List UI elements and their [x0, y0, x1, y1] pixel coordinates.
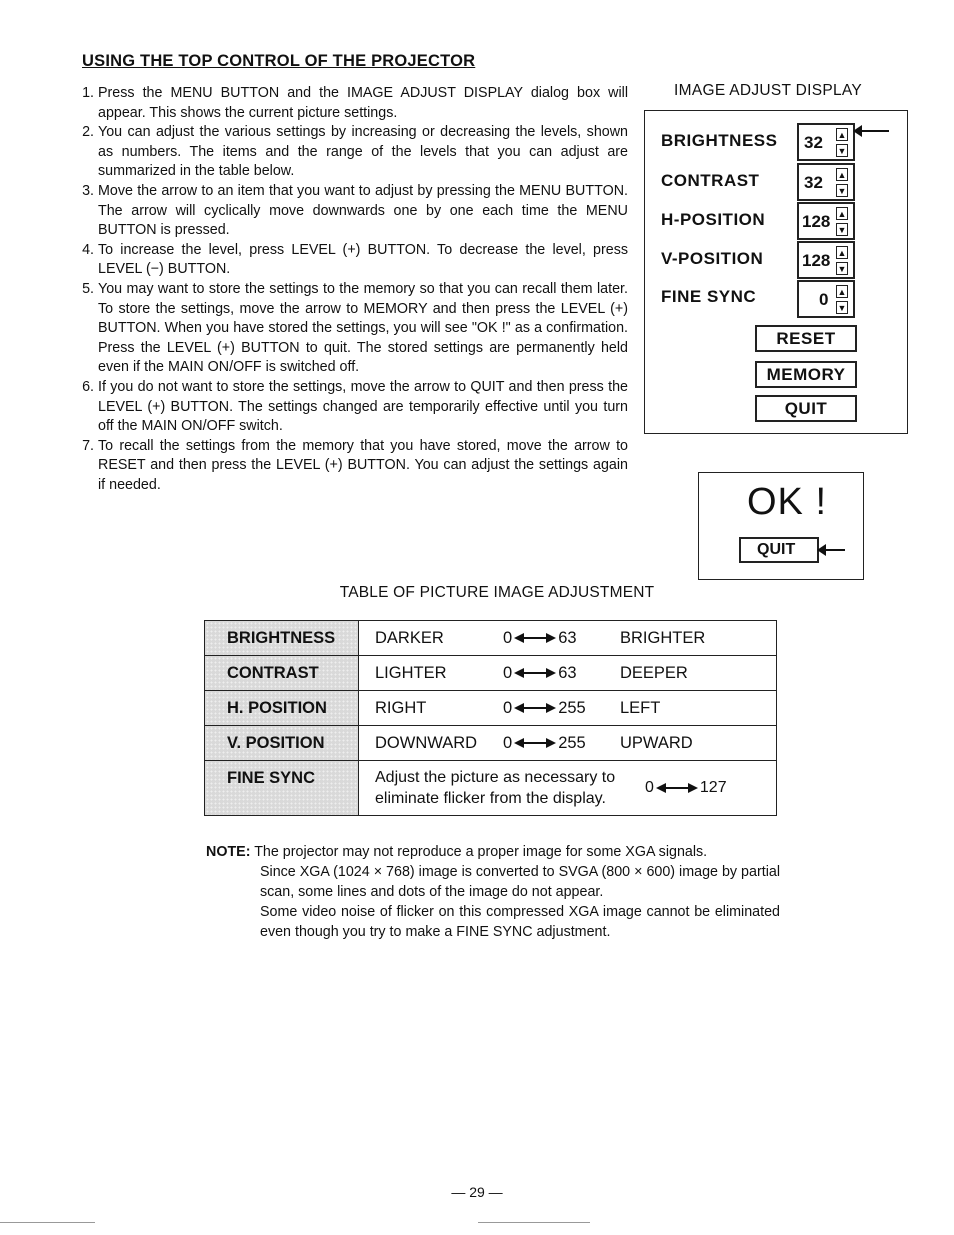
up-triangle-icon: ▲	[837, 287, 847, 297]
quit-option: QUIT	[755, 395, 857, 422]
display-item-fine-sync: FINE SYNC	[661, 287, 757, 306]
step-5: 5. You may want to store the settings to the memory so that you can recall them later. To store the settings, move the arrow to MEMORY and then press the LEVEL (+) BUTTON. When you have stored the settings, you will see "OK !" as a confirmation. Press the LEVEL (+) BUTTON to quit. The stored settings are permanently held even if the MAIN ON/OFF is switched off.	[98, 280, 628, 378]
section-title: USING THE TOP CONTROL OF THE PROJECTOR	[82, 52, 476, 70]
fine-sync-value-box	[797, 280, 855, 318]
range: 0 255	[503, 733, 586, 752]
double-arrow-icon	[516, 637, 554, 639]
low-effect: DOWNWARD	[375, 733, 478, 752]
double-arrow-icon	[516, 672, 554, 674]
note-block	[206, 842, 780, 942]
ok-message: OK !	[747, 481, 828, 523]
step-2: 2. You can adjust the various settings by increasing or decreasing the levels, shown as numbers. The items and the range of the levels that you can adjust are summarized in the table below.	[98, 123, 628, 182]
note-paragraph-1: Since XGA (1024 × 768) image is converted to SVGA (800 × 600) image by partial scan, some lines and dots of the image do not appear.	[260, 864, 780, 900]
brightness-value-box	[797, 123, 855, 161]
step-1: 1. Press the MENU BUTTON and the IMAGE ADJUST DISPLAY dialog box will appear. This shows the current picture settings.	[98, 84, 628, 123]
table-item-label: CONTRAST	[205, 656, 359, 691]
adjustment-table	[204, 620, 777, 816]
table-caption: TABLE OF PICTURE IMAGE ADJUSTMENT	[339, 584, 655, 601]
step-6: 6. If you do not want to store the settings, move the arrow to QUIT and then press the LEVEL (+) BUTTON. The settings changed are temporarily effective until you turn off the MAIN ON/OFF switch.	[98, 378, 628, 437]
table-row	[205, 761, 777, 816]
display-item-brightness: BRIGHTNESS	[661, 131, 778, 150]
range: 0 255	[503, 698, 586, 717]
step-3: 3. Move the arrow to an item that you want to adjust by pressing the MENU BUTTON. The arrow will cyclically move downwards one by one each time the MENU BUTTON is pressed.	[98, 182, 628, 241]
double-arrow-icon	[516, 707, 554, 709]
table-item-label: FINE SYNC	[205, 761, 359, 816]
table-row-range	[359, 761, 777, 816]
fine-sync-value: 0	[819, 290, 829, 309]
down-triangle-icon: ▼	[837, 186, 847, 196]
note-line-1: The projector may not reproduce a proper image for some XGA signals.	[254, 844, 708, 860]
scan-artifact-line	[478, 1222, 590, 1223]
selection-arrow-icon	[859, 130, 889, 132]
fine-sync-description: Adjust the picture as necessary to eliminate flicker from the display.	[375, 769, 616, 807]
table-item-label: H. POSITION	[205, 691, 359, 726]
high-effect: UPWARD	[620, 733, 693, 752]
up-triangle-icon: ▲	[837, 130, 847, 140]
table-row-range	[359, 656, 777, 691]
ok-confirmation-display	[698, 472, 864, 580]
v-position-value: 128	[802, 251, 831, 270]
h-position-value-box	[797, 202, 855, 240]
down-triangle-icon: ▼	[837, 264, 847, 274]
down-triangle-icon: ▼	[837, 225, 847, 235]
note-paragraph-2: Some video noise of flicker on this compressed XGA image cannot be eliminated even though you try to make a FINE SYNC adjustment.	[260, 904, 780, 940]
table-row-range	[359, 621, 777, 656]
range: 0 127	[645, 779, 727, 796]
table-item-label: BRIGHTNESS	[205, 621, 359, 656]
low-effect: DARKER	[375, 628, 444, 647]
instruction-steps	[78, 84, 628, 495]
note-label: NOTE:	[206, 844, 251, 860]
up-triangle-icon: ▲	[837, 170, 847, 180]
v-position-value-box	[797, 241, 855, 279]
selection-arrow-icon	[823, 549, 845, 551]
scan-artifact-line	[0, 1222, 95, 1223]
table-item-label: V. POSITION	[205, 726, 359, 761]
table-row	[205, 656, 777, 691]
ok-quit-option: QUIT	[739, 537, 819, 563]
down-triangle-icon: ▼	[837, 303, 847, 313]
double-arrow-icon	[516, 742, 554, 744]
down-triangle-icon: ▼	[837, 146, 847, 156]
h-position-value: 128	[802, 212, 831, 231]
high-effect: DEEPER	[620, 663, 688, 682]
reset-option: RESET	[755, 325, 857, 352]
page-number: — 29 —	[451, 1184, 503, 1200]
table-row	[205, 691, 777, 726]
table-row-range	[359, 726, 777, 761]
display-label: IMAGE ADJUST DISPLAY	[674, 82, 863, 99]
step-4: 4. To increase the level, press LEVEL (+) BUTTON. To decrease the level, press LEVEL (−) BUTTON.	[98, 241, 628, 280]
display-item-contrast: CONTRAST	[661, 171, 760, 190]
low-effect: LIGHTER	[375, 663, 447, 682]
high-effect: BRIGHTER	[620, 628, 706, 647]
contrast-value: 32	[804, 173, 823, 192]
table-row	[205, 621, 777, 656]
display-item-v-position: V-POSITION	[661, 249, 764, 268]
table-row	[205, 726, 777, 761]
contrast-value-box	[797, 163, 855, 201]
up-triangle-icon: ▲	[837, 248, 847, 258]
display-item-h-position: H-POSITION	[661, 210, 766, 229]
brightness-value: 32	[804, 133, 823, 152]
up-triangle-icon: ▲	[837, 209, 847, 219]
low-effect: RIGHT	[375, 698, 427, 717]
high-effect: LEFT	[620, 698, 661, 717]
image-adjust-display	[644, 110, 908, 434]
table-row-range	[359, 691, 777, 726]
range: 0 63	[503, 628, 577, 647]
double-arrow-icon	[658, 787, 696, 789]
memory-option: MEMORY	[755, 361, 857, 388]
step-7: 7. To recall the settings from the memory that you have stored, move the arrow to RESET and then press the LEVEL (+) BUTTON. You can adjust the settings again if needed.	[98, 437, 628, 496]
range: 0 63	[503, 663, 577, 682]
